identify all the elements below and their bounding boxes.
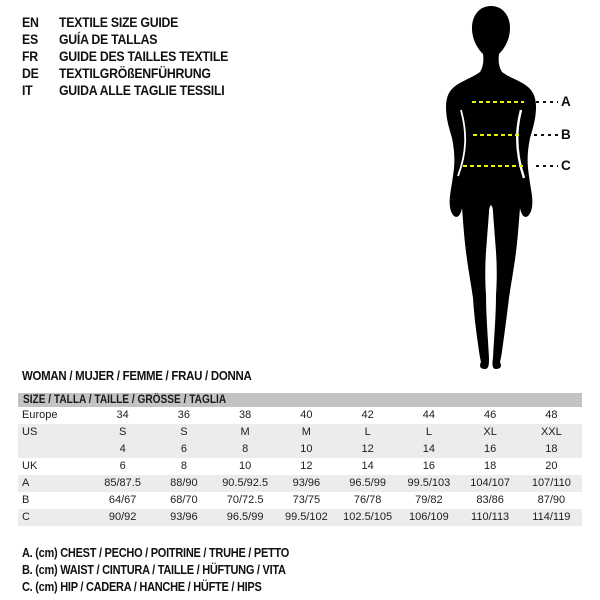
size-cell: 12: [361, 443, 374, 455]
language-row: [22, 82, 228, 99]
section-title: WOMAN / MUJER / FEMME / FRAU / DONNA: [22, 368, 252, 383]
size-cell: 90.5/92.5: [222, 477, 269, 489]
language-code: ES: [22, 31, 38, 47]
size-cell: 93/96: [292, 477, 321, 489]
language-row: [22, 65, 228, 82]
size-cell: 18: [484, 460, 497, 472]
language-title: GUÍA DE TALLAS: [58, 31, 158, 47]
size-cell: 46: [484, 409, 497, 421]
size-cell: 68/70: [170, 494, 198, 506]
size-cell: 36: [177, 409, 190, 421]
size-cell: 48: [545, 409, 558, 421]
size-cell: 114/119: [532, 511, 571, 523]
size-cell: 64/67: [108, 494, 137, 506]
size-cell: 38: [239, 409, 252, 421]
marker-label-c: C: [561, 158, 571, 173]
language-title: GUIDA ALLE TAGLIE TESSILI: [58, 82, 225, 98]
size-cell: 12: [300, 460, 313, 472]
size-cell: S: [118, 426, 127, 438]
table-row: [18, 492, 582, 509]
table-row: [18, 458, 582, 475]
size-cell: 40: [300, 409, 313, 421]
size-cell: 73/75: [292, 494, 321, 506]
size-cell: 83/86: [476, 494, 504, 506]
language-title: TEXTILGRÖßENFÜHRUNG: [58, 65, 211, 81]
size-cell: 70/72.5: [226, 494, 264, 506]
size-cell: 6: [180, 443, 187, 455]
legend-item-b: B. (cm) WAIST / CINTURA / TAILLE / HÜFTUNG / VITA: [22, 563, 286, 577]
language-code: IT: [22, 82, 33, 98]
size-cell: 104/107: [470, 477, 510, 489]
size-cell: 102.5/105: [343, 511, 393, 523]
size-cell: 6: [119, 460, 126, 472]
size-cell: 14: [361, 460, 374, 472]
legend-item-a: A. (cm) CHEST / PECHO / POITRINE / TRUHE / PETTO: [22, 546, 290, 560]
marker-label-a: A: [561, 94, 571, 109]
size-cell: M: [240, 426, 250, 438]
woman-silhouette-figure: [400, 0, 600, 382]
size-cell: XXL: [540, 426, 562, 438]
size-cell: S: [180, 426, 188, 438]
size-cell: 18: [545, 443, 558, 455]
size-cell: 16: [422, 460, 435, 472]
language-row: [22, 48, 228, 65]
size-cell: 110/113: [471, 511, 510, 523]
size-cell: XL: [483, 426, 497, 438]
size-cell: M: [301, 426, 311, 438]
size-cell: 107/110: [531, 477, 571, 489]
size-cell: 10: [239, 460, 252, 472]
size-cell: 8: [242, 443, 249, 455]
size-cell: 96.5/99: [349, 477, 386, 489]
row-label: C: [22, 511, 30, 523]
size-cell: 79/82: [415, 494, 443, 506]
size-cell: 85/87.5: [104, 477, 141, 489]
size-cell: 44: [422, 409, 435, 421]
size-table-header: [18, 393, 582, 407]
woman-silhouette: [446, 6, 536, 369]
size-cell: 96.5/99: [226, 511, 264, 523]
legend-item-c: C. (cm) HIP / CADERA / HANCHE / HÜFTE / HIPS: [22, 580, 262, 594]
size-cell: 106/109: [408, 511, 449, 523]
figure-area: [400, 0, 600, 382]
table-row: [18, 441, 582, 458]
size-cell: L: [364, 426, 371, 438]
size-cell: 99.5/102: [284, 511, 328, 523]
size-cell: 4: [119, 443, 126, 455]
language-row: [22, 14, 228, 31]
table-row: [18, 424, 582, 441]
size-cell: 99.5/103: [407, 477, 451, 489]
size-cell: 88/90: [170, 477, 198, 489]
row-label: B: [22, 494, 30, 506]
size-cell: 16: [484, 443, 497, 455]
size-cell: 14: [422, 443, 435, 455]
size-table-header-text: SIZE / TALLA / TAILLE / GRÖSSE / TAGLIA: [23, 394, 227, 406]
size-cell: 87/90: [537, 494, 566, 506]
size-cell: 34: [116, 409, 129, 421]
size-cell: 93/96: [170, 511, 198, 523]
table-row: [18, 509, 582, 526]
size-cell: 20: [545, 460, 558, 472]
row-label: Europe: [22, 409, 58, 421]
size-cell: 8: [180, 460, 187, 472]
marker-label-b: B: [561, 127, 571, 142]
language-row: [22, 31, 228, 48]
size-cell: 10: [300, 443, 313, 455]
size-cell: L: [425, 426, 432, 438]
row-label: US: [22, 426, 38, 438]
size-table-body: [18, 407, 582, 526]
table-row: [18, 407, 582, 424]
language-list: [22, 14, 228, 99]
size-cell: 76/78: [353, 494, 382, 506]
language-code: FR: [22, 48, 38, 64]
measurement-legend: [22, 545, 289, 596]
size-cell: 42: [361, 409, 374, 421]
row-label: A: [22, 477, 30, 489]
table-row: [18, 475, 582, 492]
language-code: EN: [22, 14, 39, 30]
row-label: [18, 441, 92, 458]
size-cell: 90/92: [108, 511, 137, 523]
size-table: [18, 393, 582, 526]
language-title: TEXTILE SIZE GUIDE: [58, 14, 179, 30]
row-label: UK: [22, 460, 38, 472]
language-code: DE: [22, 65, 39, 81]
language-title: GUIDE DES TAILLES TEXTILE: [58, 48, 229, 64]
